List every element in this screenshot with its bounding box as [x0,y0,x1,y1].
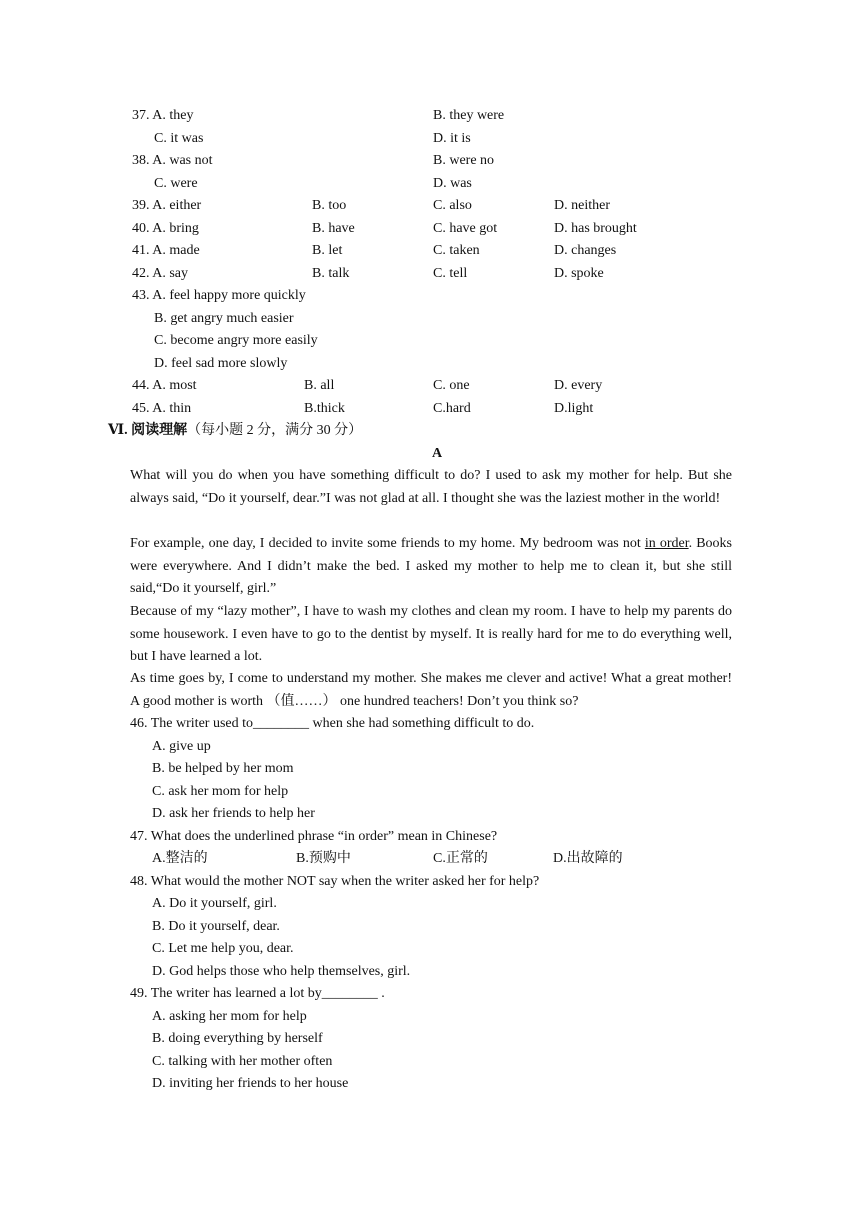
q49-option-d: D. inviting her friends to her house [152,1076,349,1091]
q37-option-c: C. it was [154,131,204,146]
q44-option-c: C. one [433,378,470,393]
q47-option-d: D.出故障的 [553,851,623,866]
q41-option-b: B. let [312,243,343,258]
passage-label: A [432,446,443,461]
q48-option-c: C. Let me help you, dear. [152,941,294,956]
q46-option-c: C. ask her mom for help [152,784,289,799]
q48-option-b: B. Do it yourself, dear. [152,919,280,934]
q49-option-a: A. asking her mom for help [152,1009,307,1024]
q44-option-a: 44. A. most [132,378,197,393]
q49-option-c: C. talking with her mother often [152,1054,333,1069]
underlined-phrase: in order [644,536,689,551]
q43-option-a: 43. A. feel happy more quickly [132,288,306,303]
q44-option-d: D. every [554,378,603,393]
section-scoring-note: （每小题 2 分，满分 30 分） [187,423,363,438]
q48-option-a: A. Do it yourself, girl. [152,896,277,911]
section-title: Ⅵ. 阅读理解 [108,423,188,438]
q49-option-b: B. doing everything by herself [152,1031,323,1046]
passage-paragraph-1 [130,465,732,510]
q45-option-c: C.hard [433,401,471,416]
q38-option-c: C. were [154,176,198,191]
q42-option-c: C. tell [433,266,468,281]
q40-option-d: D. has brought [554,221,637,236]
passage-p2-text-before: For example, one day, I decided to invite some friends to my home. My bedroom was not [130,536,645,551]
passage-p3-text: Because of my “lazy mother”, I have to wash my clothes and clean my room. I have to help my parents do some housework. I even have to go to the dentist by myself. It is really hard for me to do everything well, but I have learned a lot. [130,604,732,664]
q46-option-d: D. ask her friends to help her [152,806,315,821]
passage-p2-text-after: . Books were everywhere. And I didn’t make the bed. I asked my mother to help me to clean it, but she still said,“Do it yourself, girl.” [130,536,733,596]
q39-option-c: C. also [433,198,472,213]
q38-option-d: D. was [433,176,472,191]
passage-p1-text: What will you do when you have something difficult to do? I used to ask my mother for help. But she always said, “Do it yourself, dear.”I was not glad at all. I thought she was the laziest mother in the world! [130,468,732,506]
q41-option-c: C. taken [433,243,480,258]
q41-option-a: 41. A. made [132,243,200,258]
q48-option-d: D. God helps those who help themselves, girl. [152,964,411,979]
q39-option-b: B. too [312,198,347,213]
passage-paragraph-4 [130,668,732,713]
q45-option-a: 45. A. thin [132,401,192,416]
q41-option-d: D. changes [554,243,617,258]
q45-option-d: D.light [554,401,594,416]
q39-option-a: 39. A. either [132,198,202,213]
q40-option-a: 40. A. bring [132,221,199,236]
q37-option-d: D. it is [433,131,471,146]
section-heading [108,420,362,442]
q43-option-d: D. feel sad more slowly [154,356,288,371]
q39-option-d: D. neither [554,198,610,213]
q38-option-b: B. were no [433,153,495,168]
q45-option-b: B.thick [304,401,345,416]
passage-paragraph-3 [130,601,732,669]
q43-option-c: C. become angry more easily [154,333,318,348]
q47-option-b: B.预购中 [296,851,351,866]
q42-option-d: D. spoke [554,266,604,281]
question-49: 49. The writer has learned a lot by________ . [130,986,385,1001]
q46-option-b: B. be helped by her mom [152,761,294,776]
q40-option-c: C. have got [433,221,498,236]
question-46: 46. The writer used to________ when she had something difficult to do. [130,716,535,731]
question-47: 47. What does the underlined phrase “in order” mean in Chinese? [130,829,498,844]
q46-option-a: A. give up [152,739,211,754]
passage-paragraph-2 [130,533,732,601]
q43-option-b: B. get angry much easier [154,311,294,326]
q37-option-a: 37. A. they [132,108,194,123]
q44-option-b: B. all [304,378,335,393]
q47-option-a: A.整洁的 [152,851,208,866]
q42-option-b: B. talk [312,266,350,281]
q37-option-b: B. they were [433,108,505,123]
q47-option-c: C.正常的 [433,851,488,866]
q42-option-a: 42. A. say [132,266,188,281]
passage-p4-text: As time goes by, I come to understand my mother. She makes me clever and active! What a great mother! A good mother is worth （值……） one hundred teachers! Don’t you think so? [130,671,732,709]
question-48: 48. What would the mother NOT say when the writer asked her for help? [130,874,540,889]
q40-option-b: B. have [312,221,355,236]
q38-option-a: 38. A. was not [132,153,213,168]
